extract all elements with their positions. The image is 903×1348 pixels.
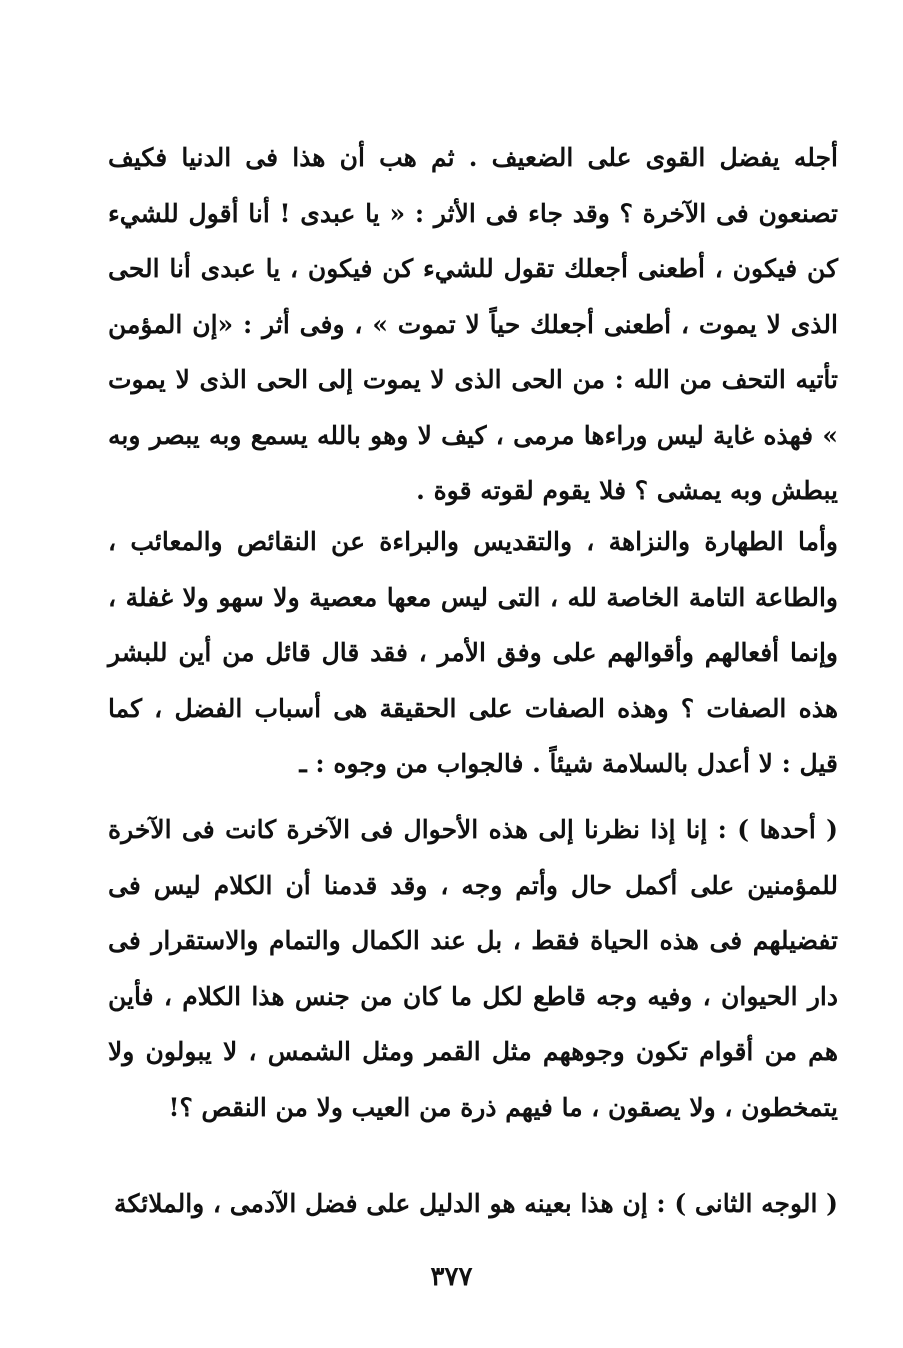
paragraph-3: ( أحدها ) : إنا إذا نظرنا إلى هذه الأحوال فى الآخرة كانت فى الآخرة للمؤمنين على أكمل حال وأتم وجه ، وقد قدمنا أن الكلام ليس فى تفضيلهم فى هذه الحياة فقط ، بل عند الكمال والتمام والاستقرار فى دار الحيوان ، وفيه وجه قاطع لكل ما كان من جنس هذا الكلام ، فأين هم من أقوام تكون وجوههم مثل القمر ومثل الشمس ، لا يبولون ولا يتمخطون ، ولا يصقون ، ما فيهم ذرة من العيب ولا من النقص ؟!	[108, 815, 838, 1122]
paragraph-4: ( الوجه الثانى ) : إن هذا بعينه هو الدليل على فضل الآدمى ، والملائكة	[114, 1189, 838, 1218]
paragraph-2: وأما الطهارة والنزاهة ، والتقديس والبراءة عن النقائص والمعائب ، والطاعة التامة الخاصة لله ، التى ليس معها معصية ولا سهو ولا غفلة ، وإنما أفعالهم وأقوالهم على وفق الأمر ، فقد قال قائل من أين للبشر هذه الصفات ؟ وهذه الصفات على الحقيقة هى أسباب الفضل ، كما قيل : لا أعدل بالسلامة شيئاً . فالجواب من وجوه : ـ	[108, 527, 838, 778]
page-number: ٣٧٧	[430, 1262, 473, 1292]
paragraph-1: أجله يفضل القوى على الضعيف . ثم هب أن هذا فى الدنيا فكيف تصنعون فى الآخرة ؟ وقد جاء فى الأثر : « يا عبدى ! أنا أقول للشيء كن فيكون ، أطعنى أجعلك تقول للشيء كن فيكون ، يا عبدى أنا الحى الذى لا يموت ، أطعنى أجعلك حياً لا تموت » ، وفى أثر : «إن المؤمن تأتيه التحف من الله : من الحى الذى لا يموت إلى الحى الذى لا يموت » فهذه غاية ليس وراءها مرمى ، كيف لا وهو بالله يسمع وبه يبصر وبه يبطش وبه يمشى ؟ فلا يقوم لقوته قوة .	[108, 143, 838, 505]
